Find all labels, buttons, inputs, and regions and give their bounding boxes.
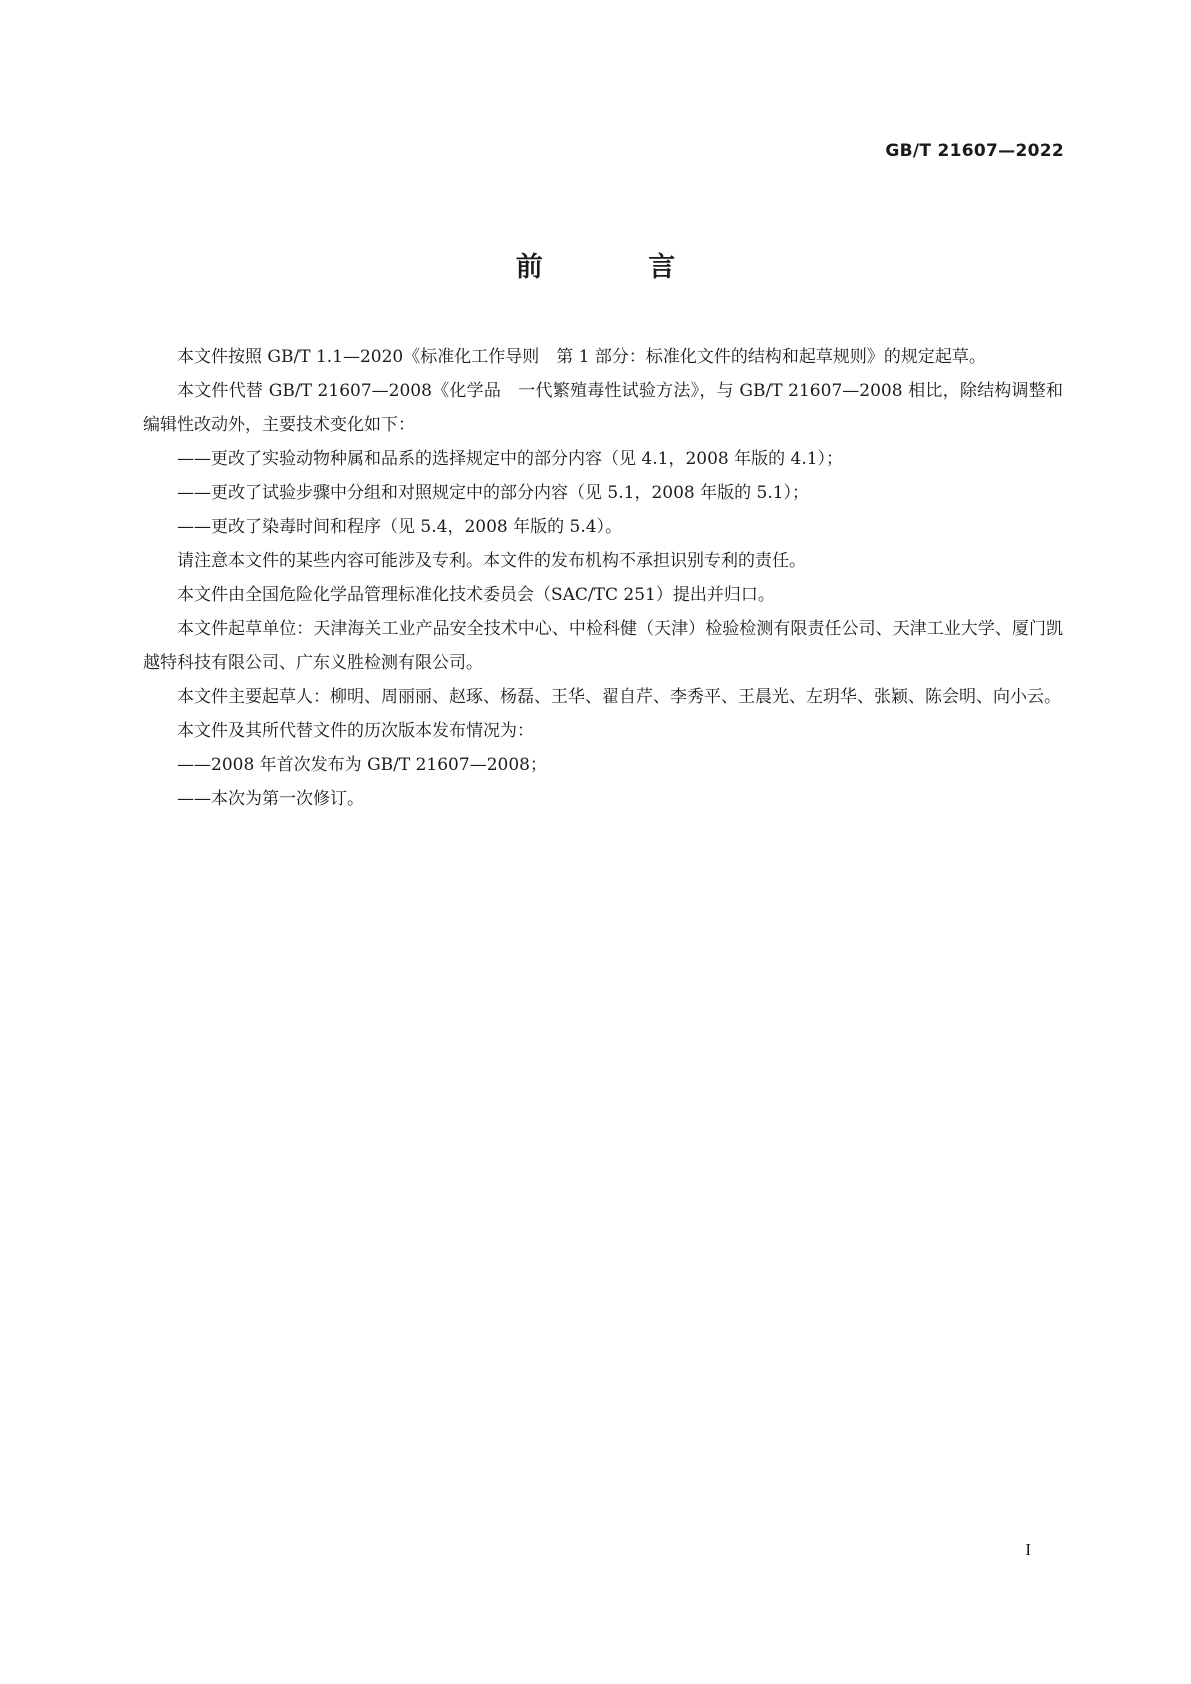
- paragraph-replacement: 本文件代替 GB/T 21607—2008《化学品 一代繁殖毒性试验方法》，与 GB/T 21607—2008 相比，除结构调整和编辑性改动外，主要技术变化如下：: [143, 381, 1063, 435]
- change-item: ——更改了染毒时间和程序（见 5.4，2008 年版的 5.4）。: [177, 517, 623, 537]
- paragraph-proposer: 本文件由全国危险化学品管理标准化技术委员会（SAC/TC 251）提出并归口。: [177, 585, 775, 605]
- page-number: I: [1025, 1540, 1031, 1559]
- paragraph-drafting-units: 本文件起草单位：天津海关工业产品安全技术中心、中检科健（天津）检验检测有限责任公司、天津工业大学、厦门凯越特科技有限公司、广东义胜检测有限公司。: [143, 619, 1063, 673]
- paragraph-drafting-basis: 本文件按照 GB/T 1.1—2020《标准化工作导则 第 1 部分：标准化文件的结构和起草规则》的规定起草。: [177, 347, 986, 367]
- paragraph-version-history: 本文件及其所代替文件的历次版本发布情况为：: [177, 721, 534, 741]
- history-item: ——2008 年首次发布为 GB/T 21607—2008；: [177, 755, 547, 775]
- standard-code: GB/T 21607—2022: [885, 141, 1064, 161]
- foreword-body: [143, 340, 1063, 816]
- paragraph-patent-notice: 请注意本文件的某些内容可能涉及专利。本文件的发布机构不承担识别专利的责任。: [177, 551, 806, 571]
- change-item: ——更改了实验动物种属和品系的选择规定中的部分内容（见 4.1，2008 年版的 4.1）；: [177, 449, 844, 469]
- page-title: 前 言: [515, 252, 724, 283]
- paragraph-drafters: 本文件主要起草人：柳明、周丽丽、赵琢、杨磊、王华、翟自芹、李秀平、王晨光、左玥华、张颖、陈会明、向小云。: [177, 687, 1061, 707]
- change-item: ——更改了试验步骤中分组和对照规定中的部分内容（见 5.1，2008 年版的 5.1）；: [177, 483, 810, 503]
- history-item: ——本次为第一次修订。: [177, 789, 364, 809]
